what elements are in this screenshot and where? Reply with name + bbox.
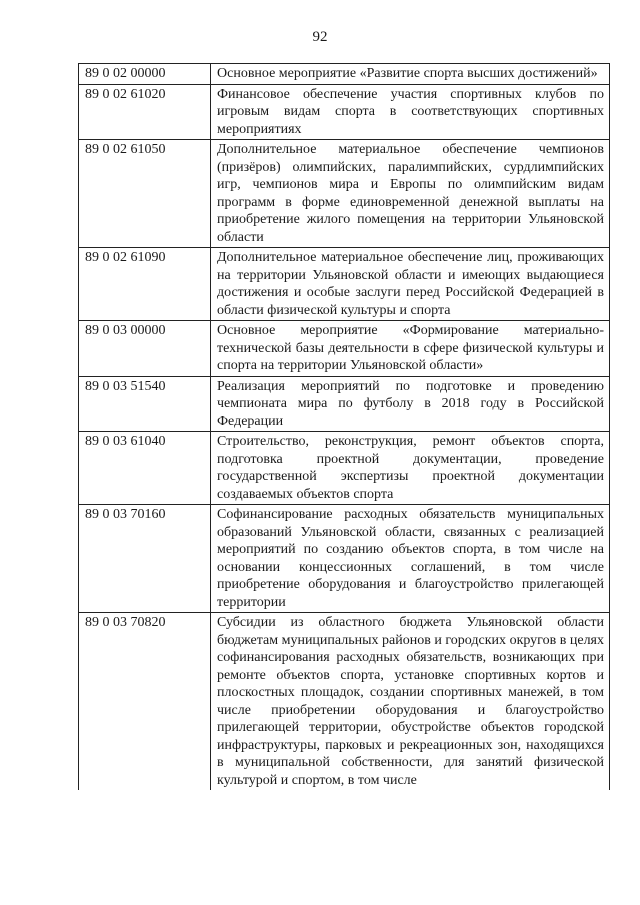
table-row: [79, 432, 610, 505]
table-row: [79, 64, 610, 85]
table-row: [79, 613, 610, 791]
row-code: 89 0 02 61090: [79, 248, 211, 321]
row-code: 89 0 03 00000: [79, 321, 211, 377]
row-description: Основное мероприятие «Формирование материально-технической базы деятельности в сфере физической культуры и спорта на территории Ульяновской области»: [211, 321, 610, 377]
budget-codes-table: [78, 63, 610, 790]
row-description: Дополнительное материальное обеспечение лиц, проживающих на территории Ульяновской области и имеющих выдающиеся достижения и особые заслуги перед Российской Федерацией в области физической культуры и спорта: [211, 248, 610, 321]
row-description: Субсидии из областного бюджета Ульяновской области бюджетам муниципальных районов и городских округов в целях софинансирования расходных обязательств, возникающих при ремонте объектов спорта, установке спортивных кортов и плоскостных площадок, создании спортивных манежей, в том числе приобретении оборудования и благоустройство прилегающей территории, обустройстве объектов городской инфраструктуры, парковых и рекреационных зон, находящихся в муниципальной собственности, для занятий физической культурой и спортом, в том числе: [211, 613, 610, 791]
table-row: [79, 376, 610, 432]
table-row: [79, 84, 610, 140]
table-row: [79, 140, 610, 248]
row-description: Дополнительное материальное обеспечение чемпионов (призёров) олимпийских, паралимпийских, сурдлимпийских игр, чемпионов мира и Европы по олимпийским видам программ в форме единовременной денежной выплаты на приобретение жилого помещения на территории Ульяновской области: [211, 140, 610, 248]
row-description: Реализация мероприятий по подготовке и проведению чемпионата мира по футболу в 2018 году в Российской Федерации: [211, 376, 610, 432]
row-description: Строительство, реконструкция, ремонт объектов спорта, подготовка проектной документации, проведение государственной экспертизы проектной документации создаваемых объектов спорта: [211, 432, 610, 505]
row-code: 89 0 02 61020: [79, 84, 211, 140]
row-code: 89 0 03 51540: [79, 376, 211, 432]
row-code: 89 0 03 61040: [79, 432, 211, 505]
row-description: Финансовое обеспечение участия спортивных клубов по игровым видам спорта в соответствующих спортивных мероприятиях: [211, 84, 610, 140]
row-code: 89 0 02 61050: [79, 140, 211, 248]
table-row: [79, 321, 610, 377]
table-row: [79, 505, 610, 613]
row-code: 89 0 02 00000: [79, 64, 211, 85]
row-description: Основное мероприятие «Развитие спорта высших достижений»: [211, 64, 610, 85]
table-row: [79, 248, 610, 321]
row-code: 89 0 03 70160: [79, 505, 211, 613]
page-number: 92: [312, 29, 328, 45]
row-description: Софинансирование расходных обязательств муниципальных образований Ульяновской области, связанных с реализацией мероприятий по созданию объектов спорта, в том числе на основании концессионных соглашений, в том числе приобретение оборудования и благоустройство прилегающей территории: [211, 505, 610, 613]
row-code: 89 0 03 70820: [79, 613, 211, 791]
